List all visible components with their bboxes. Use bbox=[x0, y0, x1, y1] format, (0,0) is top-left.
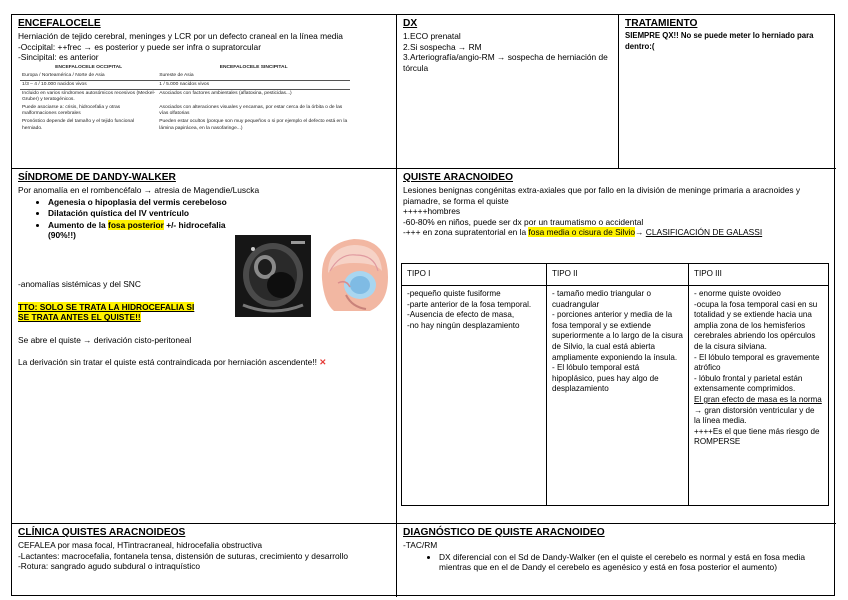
tratamiento-title: TRATAMIENTO bbox=[625, 18, 698, 29]
tipo-ii-description: - tamaño medio triangular o cuadrangular - porciones anterior y media de la fosa temporal y se extiende superiormente a lo largo de la cisura de Silvio, la cual está abierta ampliamente exponiendo la ínsula. - El lóbulo temporal está hipoplásico, pues hay algo de desplazamiento bbox=[547, 286, 689, 506]
table-cell: Incluido en varios síndromes autosómicos recesivos (Meckel-Gruber) y teratogénicos. bbox=[22, 91, 156, 103]
table-cell: Asociados con alteraciones visuales y encamas, por estar cerca de la órbita o de las vías olfatorias bbox=[159, 105, 343, 117]
dandy-walker-derivacion: Se abre el quiste → derivación cisto-peritoneal bbox=[18, 334, 192, 345]
diagnostico-section bbox=[397, 524, 836, 597]
encefalocele-comparison-table bbox=[20, 64, 350, 133]
ultrasound-image bbox=[235, 235, 311, 317]
table-header-sincipital: ENCEFALOCELE SINCIPITAL bbox=[219, 64, 288, 70]
ultrasound-drawing bbox=[235, 235, 311, 317]
list-item: • Agenesia o hipoplasia del vermis cerebeloso bbox=[48, 197, 238, 208]
anatomy-drawing bbox=[316, 233, 392, 313]
table-cell: Puede asociarse a: crisis, hidrocefalia y otras malformaciones cerebrales bbox=[22, 105, 121, 117]
quiste-ninos: -60-80% en niños, puede ser dx por un traumatismo o accidental bbox=[403, 216, 644, 227]
list-item: • DX diferencial con el Sd de Dandy-Walker (en el quiste el cerebelo es normal y está en fosa media mientras que en el de Dandy el cerebelo es agenésico y está en fosa posterior el aumento) bbox=[439, 552, 830, 573]
tipo-iii-text-2: → gran distorsión ventricular y de la línea media. ++++Es el que tiene más riesgo de ROMPERSE bbox=[694, 405, 820, 447]
diagnostico-tac: -TAC/RM bbox=[403, 540, 438, 550]
dandy-walker-intro: Por anomalía en el rombencéfalo → atresia de Magendie/Luscka bbox=[18, 185, 260, 195]
dx-line: 2.Si sospecha → RM bbox=[403, 41, 482, 52]
table-cell: Europa / Norteamérica / Norte de Asia bbox=[22, 72, 105, 78]
dandy-walker-anomalias: -anomalías sistémicas y del SNC bbox=[18, 278, 141, 289]
encefalocele-section bbox=[12, 15, 397, 169]
dx-title: DX bbox=[403, 18, 418, 29]
table-cell: 1/3 – 4 / 10.000 nacidos vivos bbox=[22, 81, 87, 87]
clinica-title: CLÍNICA QUISTES ARACNOIDEOS bbox=[18, 527, 186, 538]
tipo-i-description: -pequeño quiste fusiforme -parte anterior de la fosa temporal. -Ausencia de efecto de masa, -no hay ningún desplazamiento bbox=[402, 286, 547, 506]
table-cell: Asociados con factores ambientales (aflatoxina, pesticidas...) bbox=[159, 91, 292, 97]
tipo-header: TIPO I bbox=[402, 264, 547, 286]
list-item-text: Aumento de la bbox=[48, 219, 109, 230]
tipo-iii-description bbox=[689, 286, 829, 506]
contraindicacion-text: La derivación sin tratar el quiste está contraindicada por herniación ascendente!! bbox=[18, 357, 317, 368]
clinica-section bbox=[12, 524, 397, 597]
dx-line: 1.ECO prenatal bbox=[403, 31, 461, 41]
arrow-text: → bbox=[635, 227, 646, 238]
encefalocele-title: ENCEFALOCELE bbox=[18, 18, 101, 29]
tratamiento-section bbox=[619, 15, 836, 169]
clinica-line: -Lactantes: macrocefalia, fontanela tensa, distensión de suturas, crecimiento y desarrollo bbox=[18, 550, 349, 561]
dx-section bbox=[397, 15, 619, 169]
quiste-localizacion bbox=[403, 227, 830, 238]
summary-sheet bbox=[11, 14, 835, 596]
brain-anatomy-illustration bbox=[316, 233, 392, 313]
list-item bbox=[48, 220, 238, 241]
clinica-line: -Rotura: sangrado agudo subdural o intraquístico bbox=[18, 561, 201, 572]
diagnostico-title: DIAGNÓSTICO DE QUISTE ARACNOIDEO bbox=[403, 527, 605, 538]
dandy-walker-section bbox=[12, 169, 397, 524]
table-cell: 1 / 5.000 nacidos vivos bbox=[159, 81, 210, 87]
galassi-link: CLASIFICACIÓN DE GALASSI bbox=[645, 227, 763, 238]
tipo-iii-text: - enorme quiste ovoideo -ocupa la fosa temporal casi en su totalidad y se extiende hacia una amplia zona de los hemisferios cerebrales abriendo los opérculos de la cisura silviana. - El lóbulo temporal es gravemente atrófico - lóbulo frontal y parietal están extensamente comprimidos. bbox=[694, 289, 820, 394]
clinica-line: CEFALEA por masa focal, HTintracraneal, hidrocefalia obstructiva bbox=[18, 540, 263, 550]
tto-highlight: TTO: SOLO SE TRATA LA HIDROCEFALIA SI SE TRATA ANTES EL QUISTE!! bbox=[18, 301, 195, 323]
encefalocele-occipital: -Occipital: ++frec → es posterior y puede ser infra o supratorcular bbox=[18, 41, 261, 52]
encefalocele-sincipital: -Sincipital: es anterior bbox=[18, 52, 99, 63]
quiste-definition: Lesiones benignas congénitas extra-axiales que por fallo en la división de meninge primaria a aracnoides y piamadre, se forma el quiste bbox=[403, 185, 801, 206]
dx-line: 3.Arteriografía/angio-RM → sospecha de herniación de tórcula bbox=[403, 52, 608, 73]
highlight-fosa-posterior: fosa posterior bbox=[108, 219, 164, 230]
list-item-text: +/- hidrocefalia (90%!!) bbox=[48, 219, 226, 241]
highlight-fosa-media: fosa media o cisura de Silvio bbox=[528, 227, 636, 238]
cross-mark-icon: ✕ bbox=[319, 357, 327, 368]
diagnostico-list bbox=[403, 552, 830, 573]
quiste-aracnoideo-section bbox=[397, 169, 836, 524]
dandy-walker-features bbox=[18, 197, 238, 241]
dandy-walker-contraindicacion bbox=[18, 357, 390, 368]
quiste-title: QUISTE ARACNOIDEO bbox=[403, 172, 513, 183]
tipo-iii-underlined: El gran efecto de masa es la norma bbox=[694, 394, 822, 404]
galassi-table bbox=[401, 263, 829, 506]
dandy-walker-title: SÍNDROME DE DANDY-WALKER bbox=[18, 172, 176, 183]
table-cell: Pronóstico depende del tamaño y el tejido funcional herniado. bbox=[22, 119, 135, 131]
tipo-header: TIPO II bbox=[547, 264, 689, 286]
tipo-header: TIPO III bbox=[689, 264, 829, 286]
table-cell: Pueden estar ocultos (porque son muy pequeños o si por ejemplo el defecto está en la lámina papirácea, en la nasofaringe...) bbox=[159, 119, 348, 131]
dandy-walker-tto bbox=[18, 302, 198, 323]
table-cell: Sureste de Asia bbox=[159, 72, 194, 78]
quiste-sexo: +++++hombres bbox=[403, 206, 461, 217]
table-header-occipital: ENCEFALOCELE OCCIPITAL bbox=[55, 64, 123, 70]
encefalocele-definition: Herniación de tejido cerebral, meninges y LCR por un defecto craneal en la línea media bbox=[18, 31, 343, 41]
list-item: • Dilatación quística del IV ventrículo bbox=[48, 208, 238, 219]
tratamiento-text: SIEMPRE QX!! No se puede meter lo herniado para dentro:( bbox=[625, 31, 814, 51]
localizacion-text: -+++ en zona supratentorial en la bbox=[403, 227, 529, 238]
